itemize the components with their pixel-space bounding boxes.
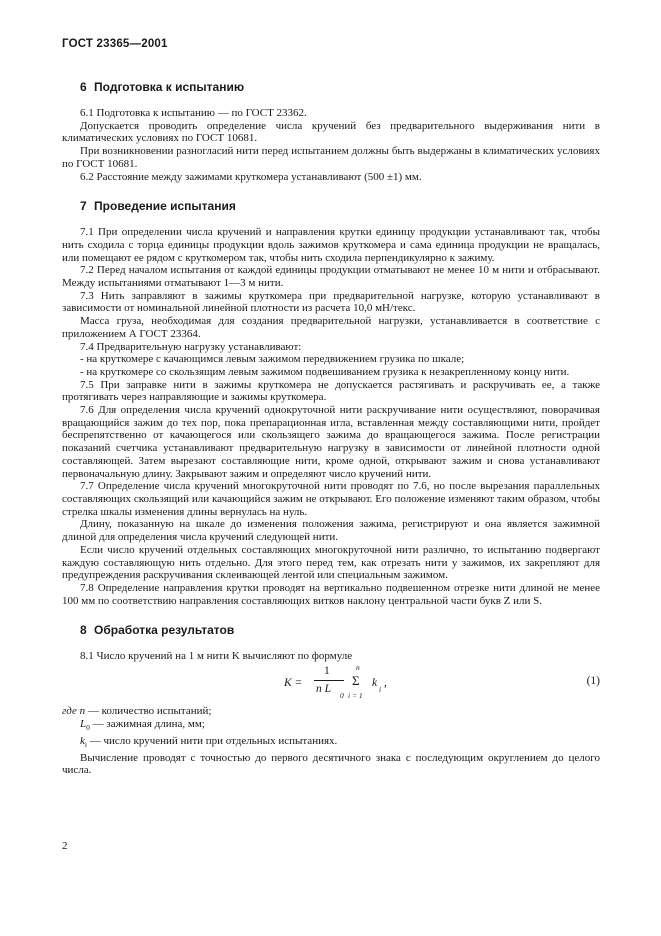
- para-7-7-a: Длину, показанную на шкале до изменения положения зажима, регистрируют и она является зажимной длиной для определения числа кручений следующей нити.: [62, 518, 600, 544]
- legend-L0: [62, 718, 600, 735]
- document-page: [62, 38, 600, 777]
- section-8-heading: [62, 623, 600, 637]
- section-6-number: 6: [80, 80, 87, 94]
- formula-tail: ,: [384, 677, 387, 690]
- section-8-title: Обработка результатов: [94, 623, 235, 638]
- para-7-4-b: - на круткомере со скользящим левым зажимом подвешиванием грузика к незакрепленному концу нити.: [80, 365, 570, 378]
- legend-L0-symbol: L: [80, 717, 87, 730]
- page-number: 2: [62, 840, 68, 852]
- legend-ki-sub: i: [84, 739, 87, 749]
- formula-1: [62, 663, 600, 705]
- para-7-3-a: Масса груза, необходимая для создания предварительной нагрузки, устанавливается в соответствие с приложением А ГОСТ 23364.: [62, 315, 600, 340]
- legend-L0-text: — зажимная длина, мм;: [89, 717, 205, 730]
- para-7-5: 7.5 При заправке нити в зажимы круткомера не допускается растягивать и раскручивать ее, а также протягивать через направляющие и зажимы круткомера.: [62, 378, 600, 404]
- sum-lower-limit: i = 1: [348, 691, 363, 701]
- legend-ki-symbol: k: [80, 734, 85, 747]
- sum-upper-limit: n: [356, 663, 360, 673]
- legend-ki: [62, 735, 600, 752]
- formula-term-sub: i: [379, 685, 382, 695]
- section-8-number: 8: [80, 623, 87, 638]
- para-7-2: 7.2 Перед началом испытания от каждой единицы продукции отматывают не менее 10 м нити и отбрасывают. Между испытаниями отматывают 1—3 м нити.: [62, 264, 600, 290]
- standard-header: ГОСТ 23365—2001: [62, 38, 168, 50]
- formula-term: k: [372, 677, 378, 690]
- formula-denominator: n L: [316, 683, 332, 696]
- para-7-3: 7.3 Нить заправляют в зажимы круткомера при предварительной нагрузке, которую устанавливают в зависимости от номинальной линейной плотности из расчета 10,0 мН/текс.: [62, 289, 600, 315]
- para-6-1-a: Допускается проводить определение числа кручений без предварительного выдерживания нити в климатических условиях по ГОСТ 10681.: [62, 119, 600, 145]
- formula-lhs: K =: [284, 677, 303, 690]
- sigma-symbol: Σ: [352, 673, 360, 689]
- formula-numerator: 1: [324, 665, 330, 678]
- legend-ki-text: — число кручений нити при отдельных испытаниях.: [86, 734, 338, 747]
- section-6-heading: [62, 80, 600, 94]
- para-6-1-b: При возникновении разногласий нити перед испытанием должны быть выдержаны в климатических условиях по ГОСТ 10681.: [62, 145, 600, 170]
- para-7-8: 7.8 Определение направления крутки проводят на вертикально подвешенном отрезке нити длиной не менее 100 мм по соответствию направления составляющих витков наклону центральной части букв Z или S.: [62, 581, 600, 607]
- formula-legend: [62, 705, 600, 751]
- section-6-title: Подготовка к испытанию: [94, 80, 245, 94]
- para-7-7: 7.7 Определение числа кручений многокруточной нити проводят по 7.6, но после вырезания параллельных составляющих скользящий или качающийся зажим не открывают. Его положение изменяют таким образом, чтобы стрелка шкалы изменения длины вернулась на нуль.: [62, 480, 600, 518]
- para-7-6: 7.6 Для определения числа кручений однокруточной нити раскручивание нити осуществляют, поворачивая вращающийся зажим до тех пор, пока препарационная игла, вставленная между составляющими нити, пройдет беспрепятственно от качающегося или скользящего зажима до вращающегося зажима. После регистрации показаний счетчика устанавливают предварительную нагрузку в зависимости от линейной плотности одной составляющей. Затем вырезают составляющие нити, кроме одной, открывают зажим и снова устанавливают первоначальную длину. Закрывают зажим и определяют число кручений нити.: [62, 404, 600, 480]
- para-6-2: 6.2 Расстояние между зажимами круткомера устанавливают (500 ±1) мм.: [80, 170, 422, 183]
- fraction-bar: [314, 680, 344, 681]
- legend-n: [62, 705, 600, 718]
- legend-n-symbol: где n: [62, 705, 86, 718]
- section-7-number: 7: [80, 199, 87, 214]
- para-7-1: 7.1 При определении числа кручений и направления крутки единицу продукции устанавливают так, чтобы нить сходила с торца единицы продукции вдоль зажимов круткомера и сама единица продукции не вращалась, или помещают ее рядом с круткомером так, чтобы нить сходила перпендикулярно к зажиму.: [62, 226, 600, 264]
- section-7-title: Проведение испытания: [94, 199, 236, 214]
- para-6-1: 6.1 Подготовка к испытанию — по ГОСТ 23362.: [80, 107, 307, 119]
- para-8-1: 8.1 Число кручений на 1 м нити K вычисляют по формуле: [80, 650, 353, 663]
- para-7-7-b: Если число кручений отдельных составляющих многокруточной нити различно, то испытанию подвергают каждую составляющую нить отдельно. Для этого перед тем, как отрезать нити у зажимов, их закрепляют для предупреждения раскручивания склеивающей лентой или специальным зажимом.: [62, 543, 600, 582]
- formula-denominator-sub: 0: [340, 691, 344, 701]
- para-7-4: 7.4 Предварительную нагрузку устанавливают:: [80, 340, 302, 353]
- legend-L0-sub: 0: [86, 722, 90, 732]
- section-7-heading: [62, 199, 600, 213]
- para-8-2: Вычисление проводят с точностью до первого десятичного знака с последующим округлением до целого числа.: [62, 751, 600, 777]
- equation-number: (1): [586, 675, 600, 688]
- legend-n-text: — количество испытаний;: [85, 705, 212, 718]
- para-7-4-a: - на круткомере с качающимся левым зажимом передвижением грузика по шкале;: [80, 353, 465, 366]
